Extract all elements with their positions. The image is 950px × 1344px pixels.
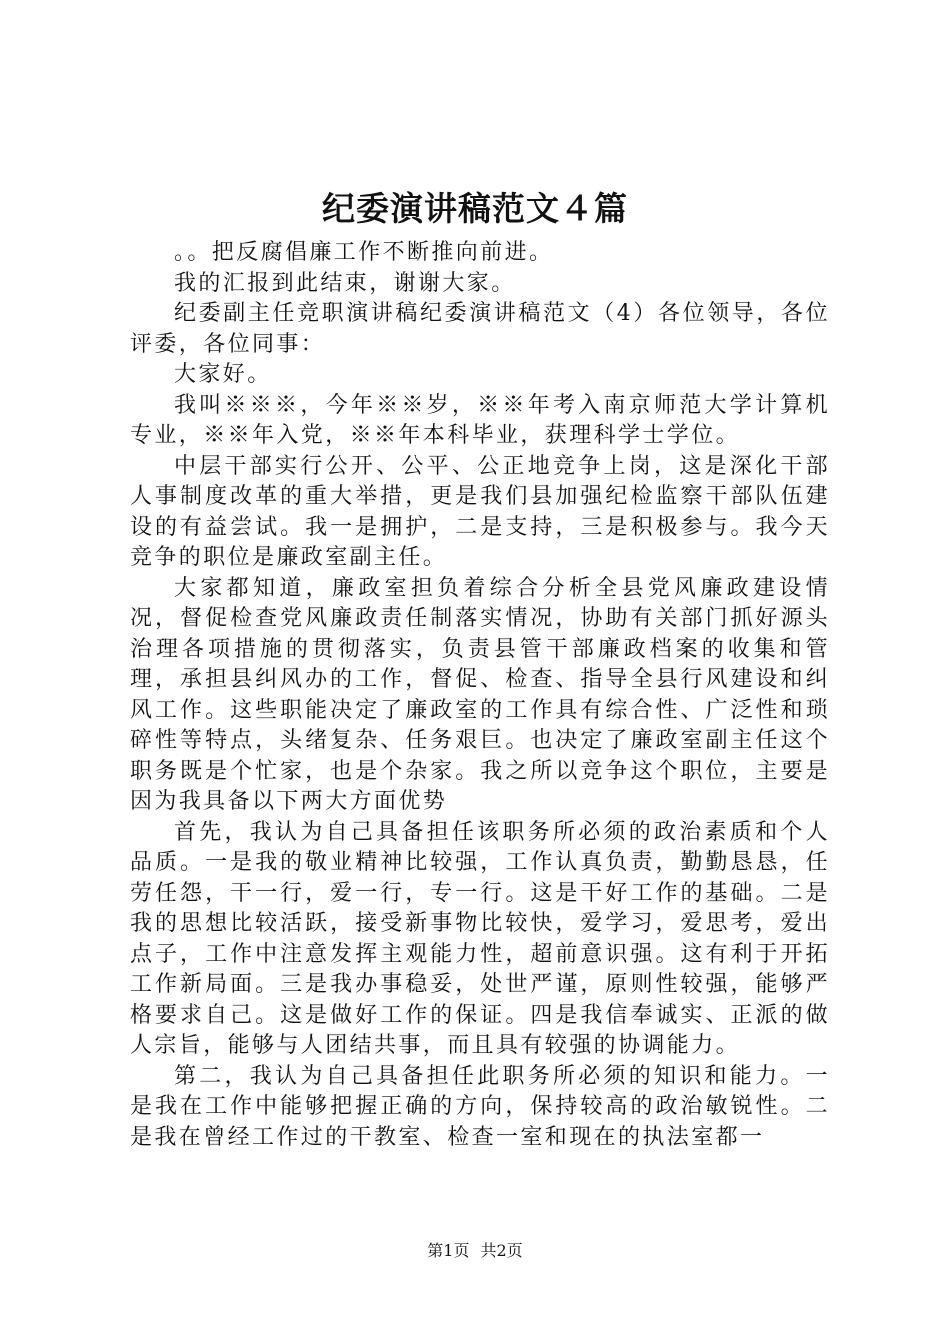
paragraph: 大家好。 <box>174 362 272 387</box>
paragraph: 我叫※※※，今年※※岁，※※年考入南京师范大学计算机专业，※※年入党，※※年本科毕业，获理科学士学位。 <box>130 392 830 448</box>
paragraph: 我的汇报到此结束，谢谢大家。 <box>174 270 516 296</box>
page-total: 共2页 <box>480 1241 523 1260</box>
paragraph: 第二，我认为自己具备担任此职务所必须的知识和能力。一是我在工作中能够把握正确的方向，保持较高的政治敏锐性。二是我在曾经工作过的干教室、检查一室和现在的执法室都一 <box>130 1063 830 1150</box>
document-title: 纪委演讲稿范文４篇 <box>322 189 628 228</box>
document-body <box>130 238 830 1153</box>
paragraph: 中层干部实行公开、公平、公正地竞争上岗，这是深化干部人事制度改革的重大举措，更是我们县加强纪检监察干部队伍建设的有益尝试。我一是拥护，二是支持，三是积极参与。我今天竞争的职位是廉政室副主任。 <box>130 453 830 570</box>
paragraph: 纪委副主任竞职演讲稿纪委演讲稿范文（4）各位领导，各位评委，各位同事： <box>130 301 830 357</box>
paragraph: 首先，我认为自己具备担任该职务所必须的政治素质和个人品质。一是我的敬业精神比较强，工作认真负责，勤勤恳恳，任劳任怨，干一行，爱一行，专一行。这是干好工作的基础。二是我的思想比较活跃，接受新事物比较快，爱学习，爱思考，爱出点子，工作中注意发挥主观能力性，超前意识强。这有利于开拓工作新局面。三是我办事稳妥，处世严谨，原则性较强，能够严格要求自己。这是做好工作的保证。四是我信奉诚实、正派的做人宗旨，能够与人团结共事，而且具有较强的协调能力。 <box>130 819 830 1058</box>
paragraph: 。。把反腐倡廉工作不断推向前进。 <box>174 240 554 265</box>
page-footer <box>0 1240 950 1262</box>
paragraph: 大家都知道，廉政室担负着综合分析全县党风廉政建设情况，督促检查党风廉政责任制落实情况，协助有关部门抓好源头治理各项措施的贯彻落实，负责县管干部廉政档案的收集和管理，承担县纠风办的工作，督促、检查、指导全县行风建设和纠风工作。这些职能决定了廉政室的工作具有综合性、广泛性和琐碎性等特点，头绪复杂、任务艰巨。也决定了廉政室副主任这个职务既是个忙家，也是个杂家。我之所以竞争这个职位，主要是因为我具备以下两大方面优势 <box>130 575 830 814</box>
page-number: 第1页 <box>427 1241 470 1260</box>
